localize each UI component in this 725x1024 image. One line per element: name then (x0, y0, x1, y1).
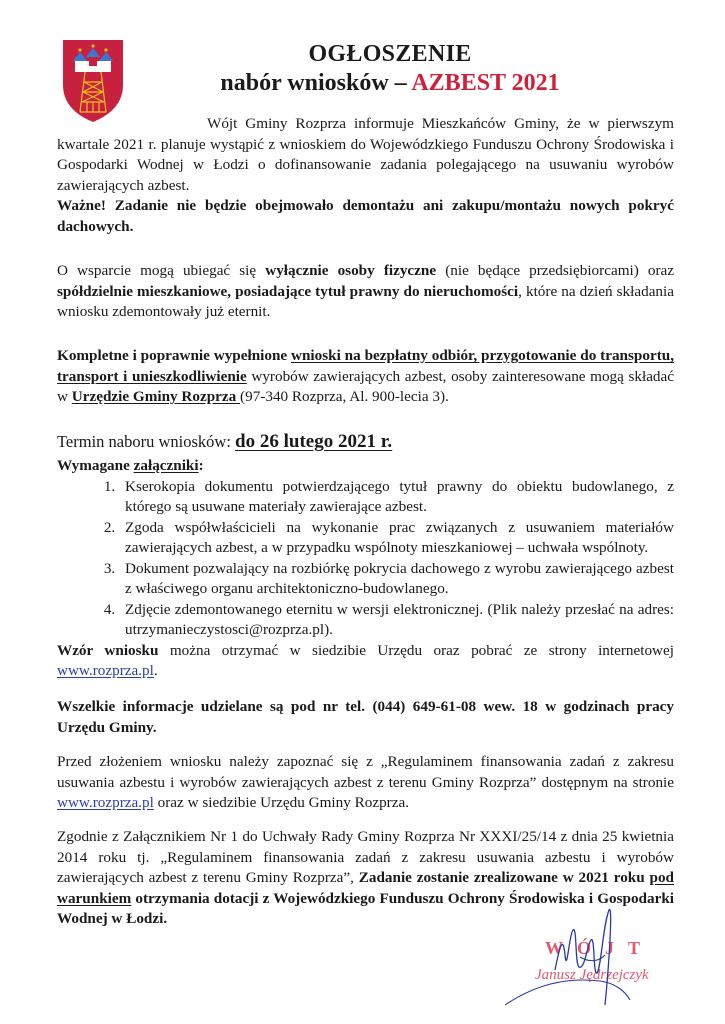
stamp-title: WÓJT (545, 938, 655, 958)
contact-paragraph: Wszelkie informacje udzielane są pod nr tel. (044) 649-61-08 wew. 18 w godzinach pracy Urzędu Gminy. (57, 698, 674, 736)
attachments-list (57, 477, 674, 641)
deadline-line (57, 432, 674, 453)
attachment-item: 2. Zgoda współwłaścicieli na wykonanie prac związanych z usuwaniem materiałów zawierających azbest, a w przypadku wspólnoty mieszkaniowej – uchwała wspólnoty. (119, 518, 674, 559)
page-subtitle (140, 68, 640, 98)
eligibility-paragraph (57, 261, 674, 323)
eligibility-bold: wyłącznie osoby fizyczne (265, 262, 437, 279)
resolution-bold: Zadanie zostanie zrealizowane w 2021 roku (358, 869, 650, 886)
website-link[interactable]: www.rozprza.pl (57, 794, 154, 811)
subtitle-highlight: AZBEST 2021 (411, 70, 560, 96)
intro-section (57, 114, 674, 237)
submission-paragraph (57, 346, 674, 408)
attachment-item: 4. Zdjęcie zdemontowanego eternitu w wersji elektronicznej. (Plik należy przesłać na adres: utrzymanieczystosci@rozprza.pl). (119, 600, 674, 641)
office-name: Urzędzie Gminy Rozprza (71, 388, 241, 405)
stamp-name: Janusz Jędrzejczyk (535, 967, 649, 983)
attachment-item: 1. Kserokopia dokumentu potwierdzającego tytuł prawny do obiektu budowlanego, z którego są usuwane materiały zawierające azbest. (119, 477, 674, 518)
submission-underlined: wnioski na bezpłatny odbiór, przygotowanie do transportu, transport i unieszkodliwienie (57, 347, 674, 385)
deadline-label: Termin naboru wniosków: (57, 432, 236, 451)
regulations-text: Przed złożeniem wniosku należy zapoznać się z „Regulaminem finansowania zadań z zakresu usuwania azbestu i wyrobów zawierających azbest z terenu Gminy Rozprza” dostępnym na stronie (57, 753, 674, 791)
attachment-item: 3. Dokument pozwalający na rozbiórkę pokrycia dachowego z wyrobu zawierającego azbest z właściwego organu architektoniczno-budowlanego. (119, 559, 674, 600)
eligibility-text: (nie będące przedsiębiorcami) oraz (436, 262, 675, 279)
regulations-text: oraz w siedzibie Urzędu Gminy Rozprza. (153, 794, 409, 811)
resolution-underlined: pod warunkiem (57, 869, 674, 907)
intro-paragraph: Wójt Gminy Rozprza informuje Mieszkańców Gminy, że w pierwszym kwartale 2021 r. planuje wystąpić z wnioskiem do Wojewódzkiego Funduszu Ochrony Środowiska i Gospodarki Wodnej w Łodzi o dofinansowanie zadania polegającego na usuwaniu wyrobów zawierających azbest. (57, 115, 674, 194)
page-title: OGŁOSZENIE (308, 41, 472, 67)
template-text: . (153, 662, 158, 679)
attachments-section (57, 456, 674, 682)
template-text: można otrzymać w siedzibie Urzędu oraz pobrać ze strony internetowej (158, 641, 674, 659)
attachments-label-underlined: załączniki (133, 457, 199, 474)
eligibility-text: O wsparcie mogą ubiegać się (57, 262, 266, 279)
deadline-value: do 26 lutego 2021 r. (235, 431, 393, 452)
title-block (140, 40, 640, 98)
website-link[interactable]: www.rozprza.pl (57, 662, 154, 679)
subtitle-prefix: nabór wniosków – (220, 70, 412, 96)
attachments-heading (57, 456, 674, 477)
handwritten-signature-icon (505, 905, 695, 1010)
coat-of-arms-icon (60, 37, 126, 123)
submission-bold: Kompletne i poprawnie wypełnione (57, 347, 292, 364)
submission-text: wyrobów zawierających azbest, osoby zainteresowane mogą składać w (57, 367, 675, 405)
template-paragraph (57, 641, 674, 682)
template-bold: Wzór wniosku (57, 641, 159, 659)
attachments-label: Wymagane (57, 457, 134, 474)
resolution-bold: otrzymania dotacji z Wojewódzkiego Funduszu Ochrony Środowiska i Gospodarki Wodnej w Łodzi. (57, 889, 674, 927)
attachments-label-suffix: : (198, 457, 204, 474)
eligibility-bold: spółdzielnie mieszkaniowe, posiadające tytuł prawny do nieruchomości (57, 282, 519, 300)
office-address: (97-340 Rozprza, Al. 900-lecia 3). (240, 388, 449, 405)
important-notice: Ważne! Zadanie nie będzie obejmowało demontażu ani zakupu/montażu nowych pokryć dachowych. (57, 197, 674, 235)
resolution-text: Zgodnie z Załącznikiem Nr 1 do Uchwały Rady Gminy Rozprza Nr XXXI/25/14 z dnia 25 kwietnia 2014 roku tj. „Regulaminem finansowania zadań z zakresu usuwania azbestu i wyrobów zawierających azbest z terenu Gminy Rozprza”, (57, 828, 674, 886)
regulations-paragraph (57, 752, 674, 814)
eligibility-text: , które na dzień składania wniosku zdemontowały już eternit. (57, 282, 674, 320)
signature-block (505, 905, 695, 1010)
